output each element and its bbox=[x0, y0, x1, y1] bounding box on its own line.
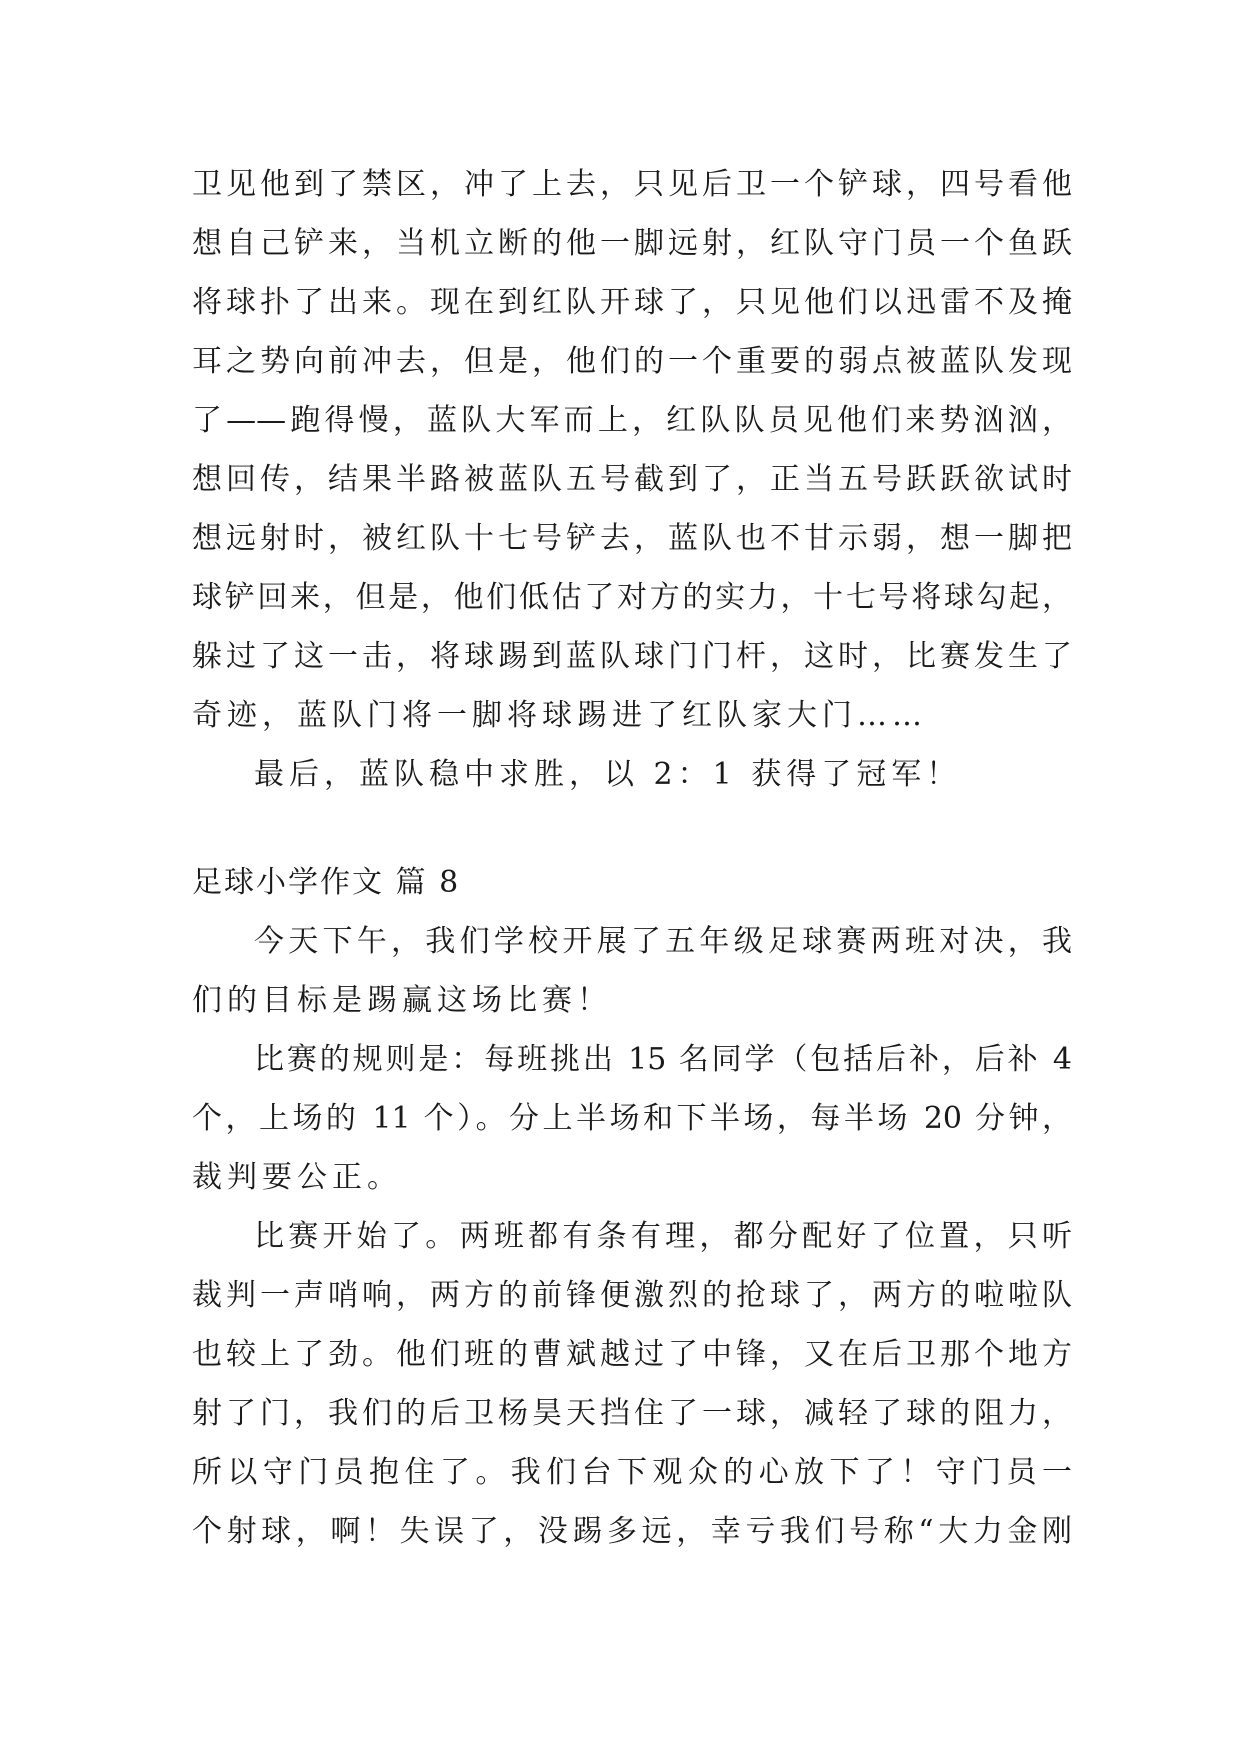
paragraph-line: 今天下午，我们学校开展了五年级足球赛两班对决，我 bbox=[254, 924, 1072, 959]
paragraph-line: 个射球，啊！失误了，没踢多远，幸亏我们号称“大力金刚 bbox=[192, 1514, 1072, 1549]
section-title: 足球小学作文 篇 8 bbox=[192, 865, 461, 900]
paragraph-line: 所以守门员抱住了。我们台下观众的心放下了！守门员一 bbox=[192, 1455, 1072, 1490]
paragraph-line: 卫见他到了禁区，冲了上去，只见后卫一个铲球，四号看他 bbox=[192, 167, 1072, 202]
paragraph-line: 射了门，我们的后卫杨昊天挡住了一球，减轻了球的阻力， bbox=[192, 1396, 1072, 1431]
paragraph-line: 躲过了这一击，将球踢到蓝队球门门杆，这时，比赛发生了 bbox=[192, 639, 1072, 674]
paragraph-line: 将球扑了出来。现在到红队开球了，只见他们以迅雷不及掩 bbox=[192, 285, 1072, 320]
paragraph-line: 们的目标是踢赢这场比赛！ bbox=[192, 983, 612, 1018]
paragraph-line: 想自己铲来，当机立断的他一脚远射，红队守门员一个鱼跃 bbox=[192, 226, 1072, 261]
paragraph-line: 想远射时，被红队十七号铲去，蓝队也不甘示弱，想一脚把 bbox=[192, 521, 1072, 556]
paragraph-line: 耳之势向前冲去，但是，他们的一个重要的弱点被蓝队发现 bbox=[192, 344, 1072, 379]
paragraph-line: 比赛的规则是：每班挑出 15 名同学（包括后补，后补 4 bbox=[254, 1042, 1072, 1077]
conclusion-line: 最后，蓝队稳中求胜，以 2：1 获得了冠军！ bbox=[254, 757, 962, 792]
paragraph-line: 比赛开始了。两班都有条有理，都分配好了位置，只听 bbox=[254, 1219, 1072, 1254]
paragraph-line: 奇迹，蓝队门将一脚将球踢进了红队家大门…… bbox=[192, 698, 927, 733]
paragraph-line: 裁判一声哨响，两方的前锋便激烈的抢球了，两方的啦啦队 bbox=[192, 1278, 1072, 1313]
paragraph-line: 球铲回来，但是，他们低估了对方的实力，十七号将球勾起， bbox=[192, 580, 1072, 615]
paragraph-line: 了——跑得慢，蓝队大军而上，红队队员见他们来势汹汹， bbox=[192, 403, 1072, 438]
paragraph-line: 个，上场的 11 个）。分上半场和下半场，每半场 20 分钟， bbox=[192, 1101, 1072, 1136]
paragraph-line: 也较上了劲。他们班的曹斌越过了中锋，又在后卫那个地方 bbox=[192, 1337, 1072, 1372]
paragraph-line: 想回传，结果半路被蓝队五号截到了，正当五号跃跃欲试时 bbox=[192, 462, 1072, 497]
paragraph-line: 裁判要公正。 bbox=[192, 1160, 402, 1195]
